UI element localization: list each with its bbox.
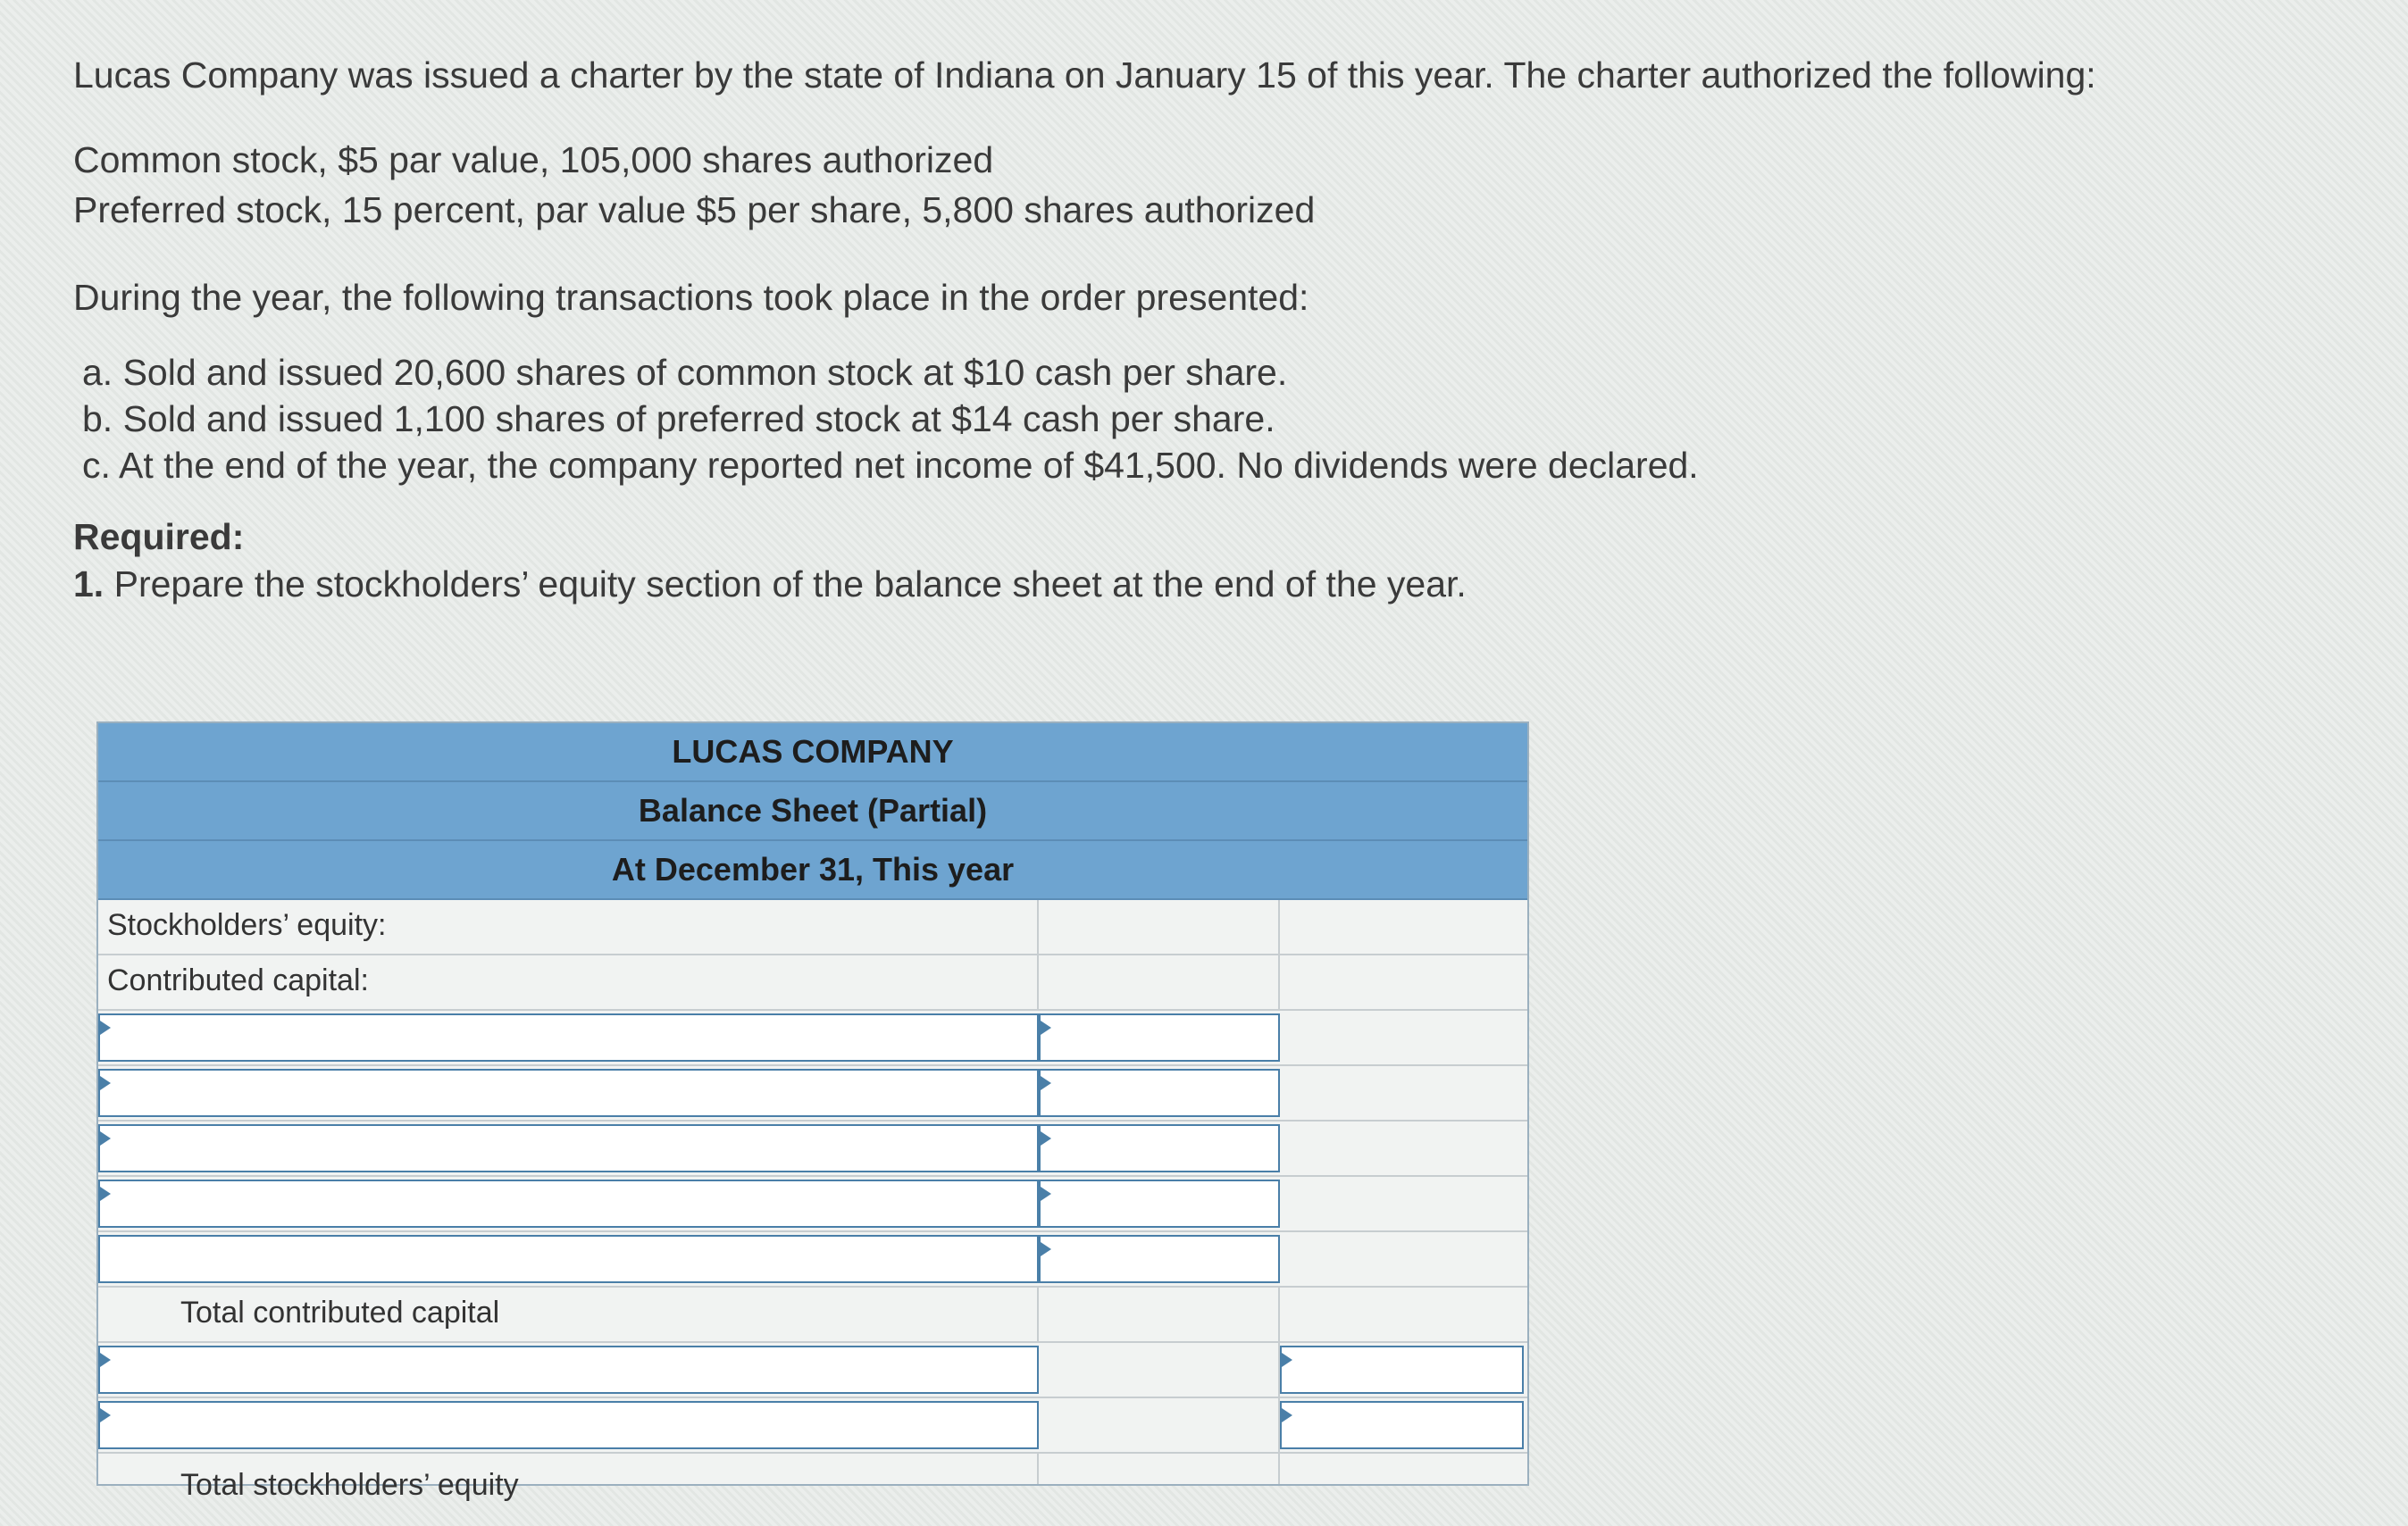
dropdown-arrow-icon	[100, 1408, 111, 1422]
sheet-company-name: LUCAS COMPANY	[98, 723, 1527, 782]
empty-cell	[1280, 900, 1524, 954]
sheet-date: At December 31, This year	[98, 841, 1527, 900]
account-dropdown[interactable]	[98, 1346, 1039, 1394]
transaction-b: b. Sold and issued 1,100 shares of preferred stock at $14 cash per share.	[82, 397, 1275, 439]
empty-cell	[1280, 1288, 1524, 1341]
authorized-stock-list	[73, 135, 2306, 235]
row-contributed-capital	[98, 955, 1527, 1011]
empty-cell	[1280, 1454, 1524, 1484]
amount-input[interactable]	[1039, 1180, 1280, 1228]
empty-cell	[1280, 1066, 1524, 1120]
sheet-statement-title: Balance Sheet (Partial)	[98, 782, 1527, 841]
row-stockholders-equity	[98, 900, 1527, 955]
input-row-6	[98, 1343, 1527, 1398]
dropdown-arrow-icon	[100, 1131, 111, 1146]
dropdown-arrow-icon	[1041, 1242, 1051, 1256]
empty-cell	[1039, 1398, 1280, 1452]
amount-input[interactable]	[1039, 1013, 1280, 1062]
problem-statement	[73, 52, 2306, 608]
empty-cell	[1280, 955, 1524, 1009]
account-dropdown[interactable]	[98, 1180, 1039, 1228]
transaction-c: c. At the end of the year, the company reported net income of $41,500. No dividends were declared.	[82, 444, 1699, 486]
account-dropdown[interactable]	[98, 1235, 1039, 1283]
dropdown-arrow-icon	[100, 1021, 111, 1035]
empty-cell	[1039, 1454, 1280, 1484]
authorized-preferred: Preferred stock, 15 percent, par value $5 per share, 5,800 shares authorized	[73, 189, 1316, 231]
total-amount-input[interactable]	[1280, 1401, 1524, 1449]
contributed-capital-label: Contributed capital:	[98, 955, 1039, 1009]
requirement-1	[73, 560, 2306, 608]
required-label: Required:	[73, 515, 245, 557]
transactions-list	[82, 349, 2306, 488]
total-amount-input[interactable]	[1280, 1346, 1524, 1394]
dropdown-arrow-icon	[100, 1076, 111, 1090]
input-row-4	[98, 1177, 1527, 1232]
dropdown-arrow-icon	[100, 1187, 111, 1201]
account-dropdown[interactable]	[98, 1069, 1039, 1117]
total-equity-label: Total stockholders’ equity	[98, 1454, 1039, 1484]
dropdown-arrow-icon	[1041, 1187, 1051, 1201]
dropdown-arrow-icon	[1282, 1408, 1292, 1422]
empty-cell	[1039, 1343, 1280, 1397]
input-row-1	[98, 1011, 1527, 1066]
requirement-number: 1.	[73, 563, 105, 605]
amount-input[interactable]	[1039, 1069, 1280, 1117]
input-row-3	[98, 1122, 1527, 1177]
empty-cell	[1039, 900, 1280, 954]
total-contributed-label: Total contributed capital	[98, 1288, 1039, 1341]
account-dropdown[interactable]	[98, 1124, 1039, 1172]
empty-cell	[1280, 1011, 1524, 1064]
dropdown-arrow-icon	[1282, 1353, 1292, 1367]
balance-sheet-worksheet	[96, 721, 1529, 1502]
empty-cell	[1280, 1122, 1524, 1175]
dropdown-arrow-icon	[100, 1353, 111, 1367]
row-total-contributed	[98, 1288, 1527, 1343]
transaction-a: a. Sold and issued 20,600 shares of common stock at $10 cash per share.	[82, 351, 1288, 393]
amount-input[interactable]	[1039, 1235, 1280, 1283]
dropdown-arrow-icon	[1041, 1076, 1051, 1090]
account-dropdown[interactable]	[98, 1013, 1039, 1062]
authorized-common: Common stock, $5 par value, 105,000 shares authorized	[73, 139, 994, 181]
problem-intro: Lucas Company was issued a charter by the state of Indiana on January 15 of this year. The charter authorized the following:	[73, 54, 2096, 96]
input-row-7	[98, 1398, 1527, 1454]
amount-input[interactable]	[1039, 1124, 1280, 1172]
empty-cell	[1280, 1232, 1524, 1286]
input-row-2	[98, 1066, 1527, 1122]
empty-cell	[1039, 955, 1280, 1009]
dropdown-arrow-icon	[1041, 1021, 1051, 1035]
empty-cell	[1280, 1177, 1524, 1230]
account-dropdown[interactable]	[98, 1401, 1039, 1449]
row-total-equity	[98, 1454, 1527, 1502]
requirement-text: Prepare the stockholders’ equity section of the balance sheet at the end of the year.	[113, 563, 1467, 605]
transactions-intro: During the year, the following transactions took place in the order presented:	[73, 277, 1309, 319]
empty-cell	[1039, 1288, 1280, 1341]
stockholders-equity-label: Stockholders’ equity:	[98, 900, 1039, 954]
input-row-5	[98, 1232, 1527, 1288]
dropdown-arrow-icon	[1041, 1131, 1051, 1146]
